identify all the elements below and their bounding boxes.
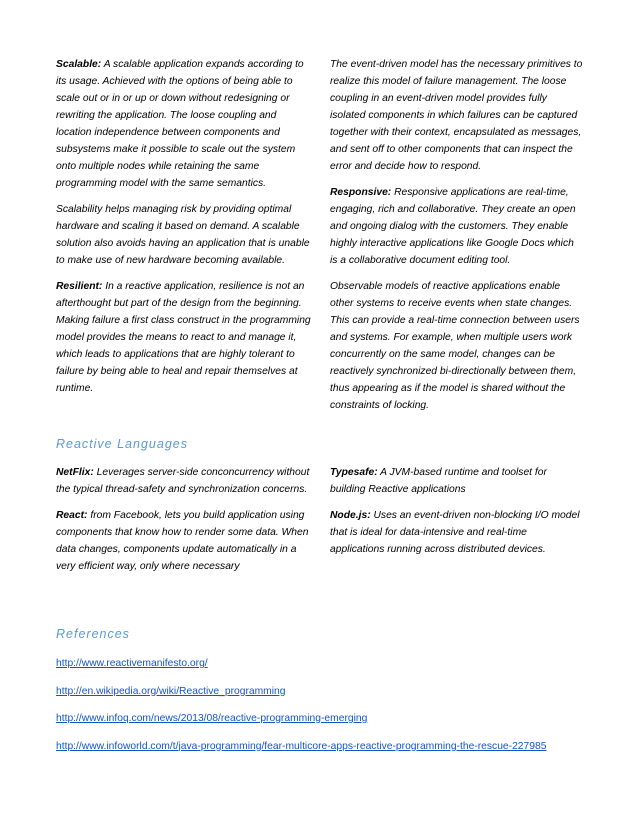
responsive-term: Responsive: — [330, 187, 392, 198]
resilient-term: Resilient: — [56, 281, 103, 292]
references-list — [56, 655, 596, 765]
nodejs-text: Uses an event-driven non-blocking I/O model that is ideal for data-intensive and real-time applications running across distributed devices. — [330, 510, 580, 555]
react-term: React: — [56, 510, 88, 521]
reference-link-infoworld[interactable]: http://www.infoworld.com/t/java-programming/fear-multicore-apps-reactive-programming-the-rescue-227985 — [56, 740, 547, 752]
nodejs-term: Node.js: — [330, 510, 371, 521]
nodejs-paragraph — [330, 507, 584, 558]
responsive-text: Responsive applications are real-time, engaging, rich and collaborative. They create an open and ongoing dialog with the customers. They enable highly interactive applications like Google Docs which is a collaborative document editing tool. — [330, 187, 576, 266]
languages-right-column — [330, 464, 584, 567]
reference-link-wikipedia[interactable]: http://en.wikipedia.org/wiki/Reactive_programming — [56, 685, 286, 697]
scalable-term: Scalable: — [56, 59, 102, 70]
typesafe-paragraph — [330, 464, 584, 498]
event-driven-paragraph: The event-driven model has the necessary primitives to realize this model of failure management. The loose coupling in an event-driven model provides fully isolated components in which failures can be captured together with their context, encapsulated as messages, and sent off to other components that can inspect the error and decide how to respond. — [330, 59, 583, 172]
reactive-languages-heading: Reactive Languages — [56, 437, 188, 451]
scalability-paragraph: Scalability helps managing risk by providing optimal hardware and scaling it based on demand. A scalable solution also avoids having an application that is unable to make use of new hardware becoming available. — [56, 204, 310, 266]
scalable-paragraph — [56, 56, 314, 192]
observable-paragraph: Observable models of reactive applications enable other systems to receive events when state changes. This can provide a real-time connection between users and systems. For example, when multiple users work concurrently on the same model, changes can be reactively synchronized bi-directionally between them, thus appearing as if the model is shared without the constraints of locking. — [330, 281, 580, 411]
react-paragraph — [56, 507, 314, 575]
resilient-paragraph — [56, 278, 314, 397]
react-text: from Facebook, lets you build application using components that know how to render some data. When data changes, components update automatically in a very efficient way, only where necessary — [56, 510, 309, 572]
responsive-paragraph — [330, 184, 584, 269]
languages-left-column — [56, 464, 314, 584]
reference-link-infoq[interactable]: http://www.infoq.com/news/2013/08/reactive-programming-emerging — [56, 713, 368, 724]
netflix-text: Leverages server-side conconcurrency without the typical thread-safety and synchronization concerns. — [56, 467, 310, 495]
top-right-column — [330, 56, 584, 423]
reference-link-reactivemanifesto[interactable]: http://www.reactivemanifesto.org/ — [56, 658, 208, 669]
typesafe-text: A JVM-based runtime and toolset for building Reactive applications — [330, 467, 547, 495]
netflix-paragraph — [56, 464, 314, 498]
scalable-text: A scalable application expands according to its usage. Achieved with the options of being able to scale out or in or up or down without redesigning or rewriting the application. The loose coupling and location independence between components and subsystems make it possible to scale out the system onto multiple nodes while retaining the same programming model with the same semantics. — [56, 59, 304, 189]
resilient-text: In a reactive application, resilience is not an afterthought but part of the design from the beginning. Making failure a first class construct in the programming model provides the means to react to and manage it, which leads to applications that are highly tolerant to failure by being able to heal and repair themselves at runtime. — [56, 281, 311, 394]
typesafe-term: Typesafe: — [330, 467, 378, 478]
references-heading: References — [56, 627, 130, 641]
top-left-column — [56, 56, 314, 406]
netflix-term: NetFlix: — [56, 467, 94, 478]
